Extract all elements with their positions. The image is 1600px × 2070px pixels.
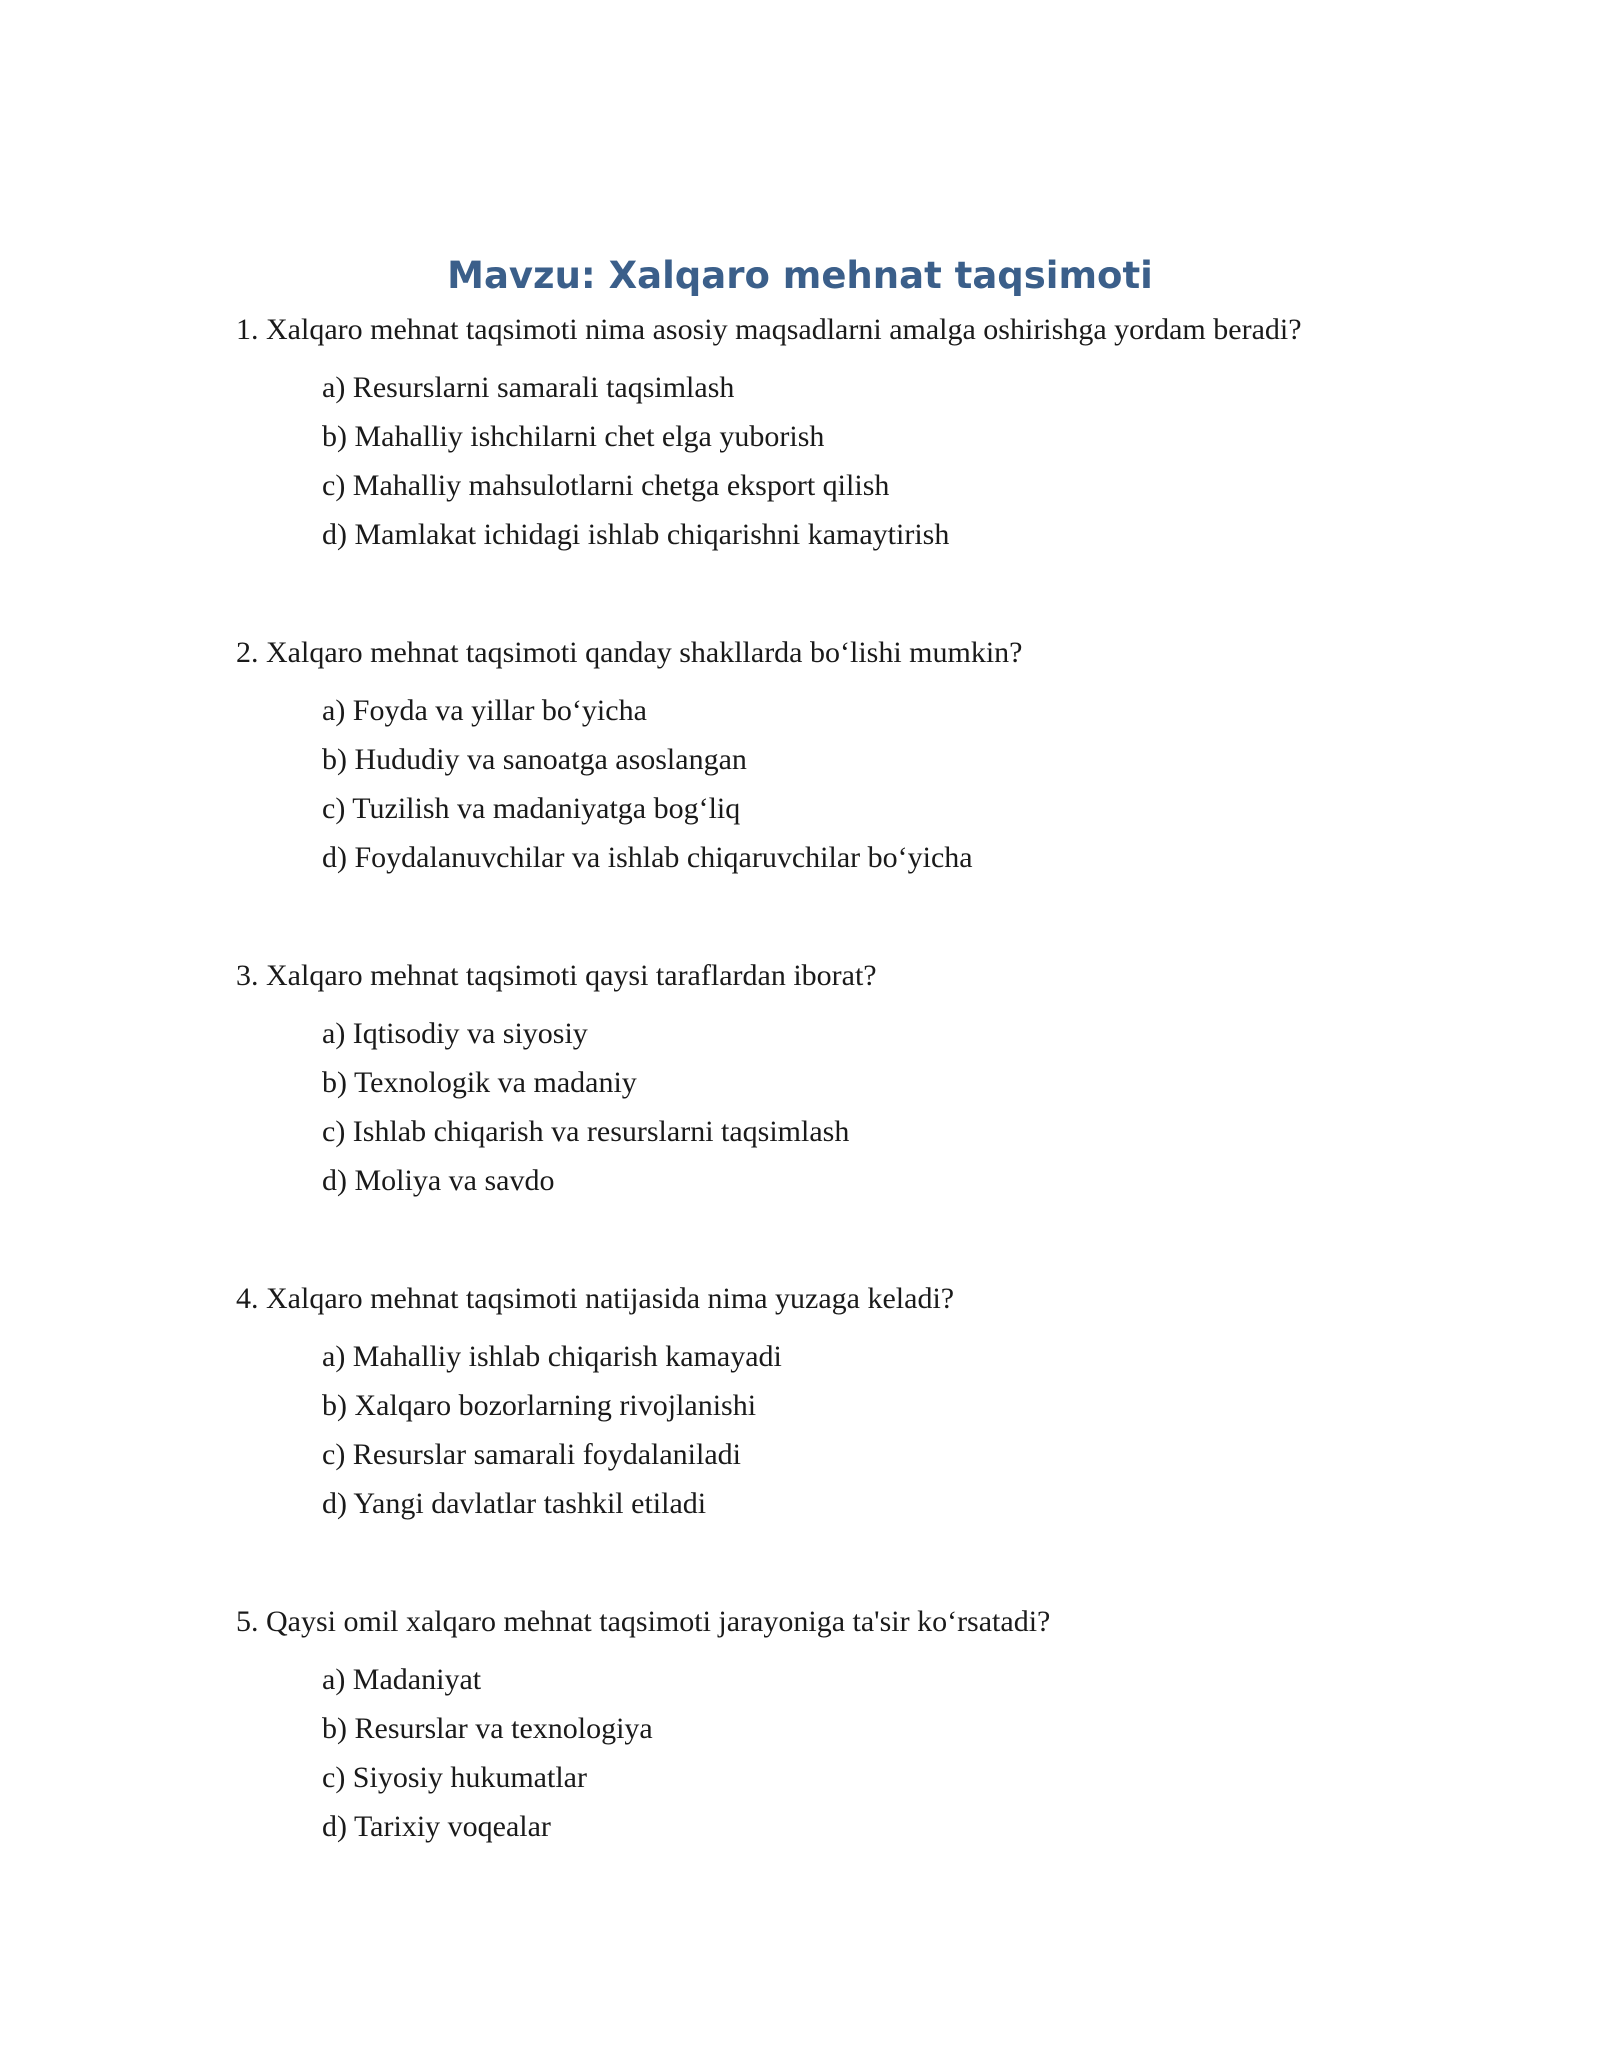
answer-option-a: a) Foyda va yillar bo‘yicha [322,694,647,727]
question-5 [236,1603,1536,1846]
page-title: Mavzu: Xalqaro mehnat taqsimoti [447,254,1153,297]
answer-option-d: d) Foydalanuvchilar va ishlab chiqaruvchilar bo‘yicha [322,841,973,874]
question-2 [236,634,1536,877]
answer-option-d: d) Tarixiy voqealar [322,1810,551,1843]
answer-option-b: b) Mahalliy ishchilarni chet elga yuborish [322,420,825,453]
answer-option-c: c) Siyosiy hukumatlar [322,1761,587,1794]
answer-option-d: d) Moliya va savdo [322,1164,555,1197]
answer-option-a: a) Madaniyat [322,1663,482,1696]
answer-option-c: c) Resurslar samarali foydalaniladi [322,1438,742,1471]
answer-option-a: a) Iqtisodiy va siyosiy [322,1017,588,1050]
question-text: 3. Xalqaro mehnat taqsimoti qaysi taraflardan iborat? [236,959,877,992]
question-text: 2. Xalqaro mehnat taqsimoti qanday shakllarda bo‘lishi mumkin? [236,636,1023,669]
answer-option-b: b) Hududiy va sanoatga asoslangan [322,743,747,776]
question-text: 4. Xalqaro mehnat taqsimoti natijasida nima yuzaga keladi? [236,1282,955,1315]
answer-option-b: b) Texnologik va madaniy [322,1066,637,1099]
question-4 [236,1280,1536,1523]
answer-options [236,1015,1536,1200]
answer-option-a: a) Resurslarni samarali taqsimlash [322,371,735,404]
answer-option-a: a) Mahalliy ishlab chiqarish kamayadi [322,1340,782,1373]
answer-option-c: c) Mahalliy mahsulotlarni chetga eksport qilish [322,469,890,502]
answer-options [236,692,1536,877]
question-3 [236,957,1536,1200]
answer-option-c: c) Ishlab chiqarish va resurslarni taqsimlash [322,1115,850,1148]
answer-option-b: b) Resurslar va texnologiya [322,1712,653,1745]
question-text: 5. Qaysi omil xalqaro mehnat taqsimoti jarayoniga ta'sir ko‘rsatadi? [236,1605,1051,1638]
answer-option-c: c) Tuzilish va madaniyatga bog‘liq [322,792,741,825]
answer-options [236,1338,1536,1523]
answer-options [236,369,1536,554]
question-1 [236,311,1536,554]
question-text: 1. Xalqaro mehnat taqsimoti nima asosiy maqsadlarni amalga oshirishga yordam beradi? [236,313,1302,346]
answer-option-d: d) Yangi davlatlar tashkil etiladi [322,1487,707,1520]
answer-option-b: b) Xalqaro bozorlarning rivojlanishi [322,1389,757,1422]
answer-options [236,1661,1536,1846]
answer-option-d: d) Mamlakat ichidagi ishlab chiqarishni kamaytirish [322,518,950,551]
